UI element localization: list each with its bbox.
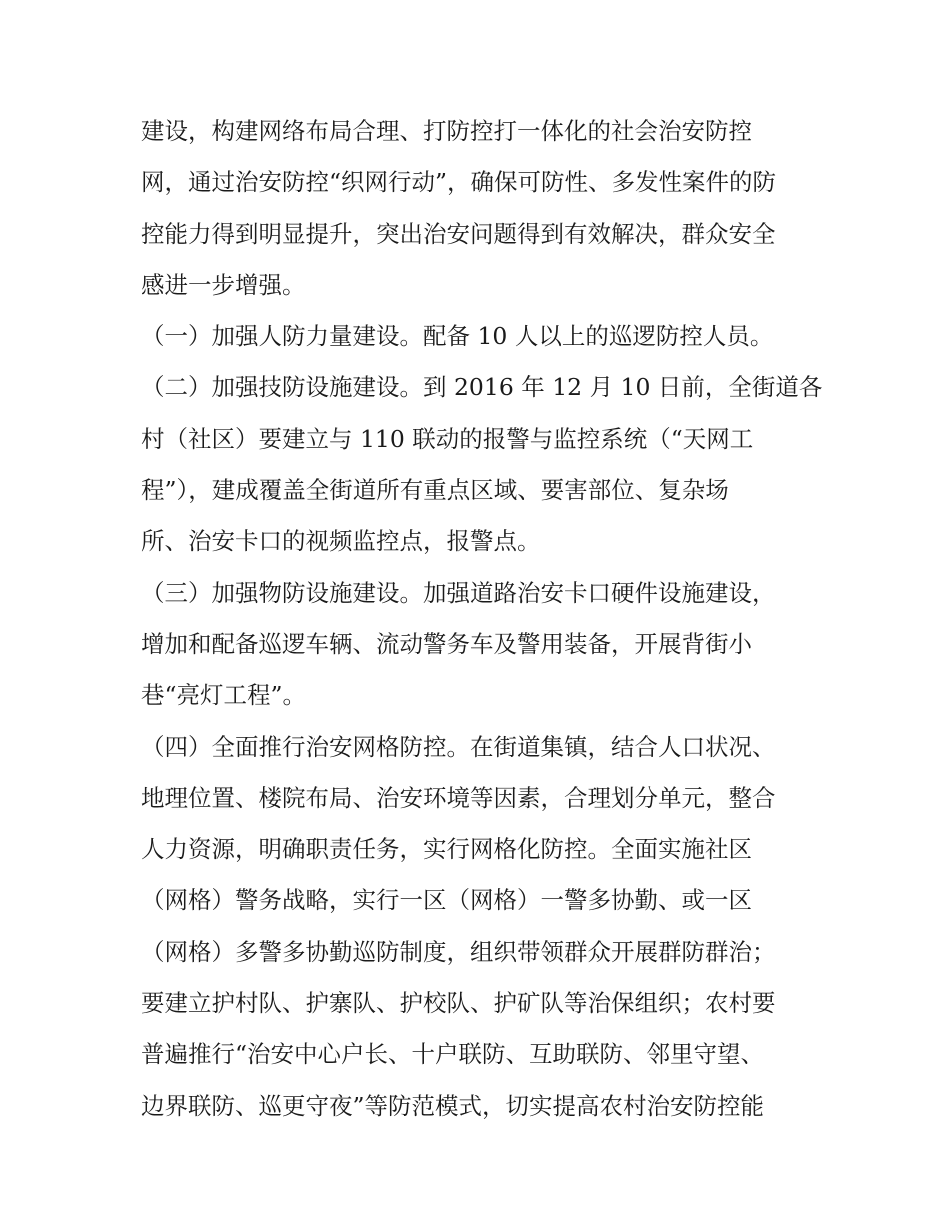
text-line: 普遍推行“治安中心户长、十户联防、互助联防、邻里守望、 bbox=[141, 1040, 765, 1069]
body-text bbox=[141, 110, 831, 1136]
text-line: 人力资源，明确职责任务，实行网格化防控。全面实施社区 bbox=[141, 835, 752, 864]
text-line: 村（社区）要建立与 110 联动的报警与监控系统（“天网工 bbox=[141, 424, 754, 453]
text-line: 程”），建成覆盖全街道所有重点区域、要害部位、复杂场 bbox=[141, 476, 729, 505]
text-line: 增加和配备巡逻车辆、流动警务车及警用装备，开展背街小 bbox=[141, 629, 752, 658]
text-line: 地理位置、楼院布局、治安环境等因素，合理划分单元，整合 bbox=[141, 783, 776, 812]
text-line: （一）加强人防力量建设。配备 10 人以上的巡逻防控人员。 bbox=[141, 322, 774, 351]
text-line: 建设，构建网络布局合理、打防控打一体化的社会治安防控 bbox=[141, 117, 752, 145]
text-line: 网，通过治安防控“织网行动”，确保可防性、多发性案件的防 bbox=[141, 168, 777, 197]
text-line: 控能力得到明显提升，突出治安问题得到有效解决，群众安全 bbox=[141, 219, 776, 248]
text-line: （二）加强技防设施建设。到 2016 年 12 月 10 日前，全街道各 bbox=[141, 373, 823, 402]
text-line: （网格）多警多协勤巡防制度，组织带领群众开展群防群治； bbox=[141, 937, 776, 966]
text-line: （四）全面推行治安网格防控。在街道集镇，结合人口状况、 bbox=[141, 732, 776, 761]
text-line: 所、治安卡口的视频监控点，报警点。 bbox=[141, 527, 541, 556]
text-line: 感进一步增强。 bbox=[141, 270, 306, 299]
text-line: （网格）警务战略，实行一区（网格）一警多协勤、或一区 bbox=[141, 886, 752, 915]
text-line: （三）加强物防设施建设。加强道路治安卡口硬件设施建设， bbox=[141, 578, 776, 607]
text-line: 要建立护村队、护寨队、护校队、护矿队等治保组织；农村要 bbox=[141, 989, 776, 1018]
text-line: 巷“亮灯工程”。 bbox=[141, 681, 307, 710]
text-line: 边界联防、巡更守夜”等防范模式，切实提高农村治安防控能 bbox=[141, 1091, 765, 1120]
